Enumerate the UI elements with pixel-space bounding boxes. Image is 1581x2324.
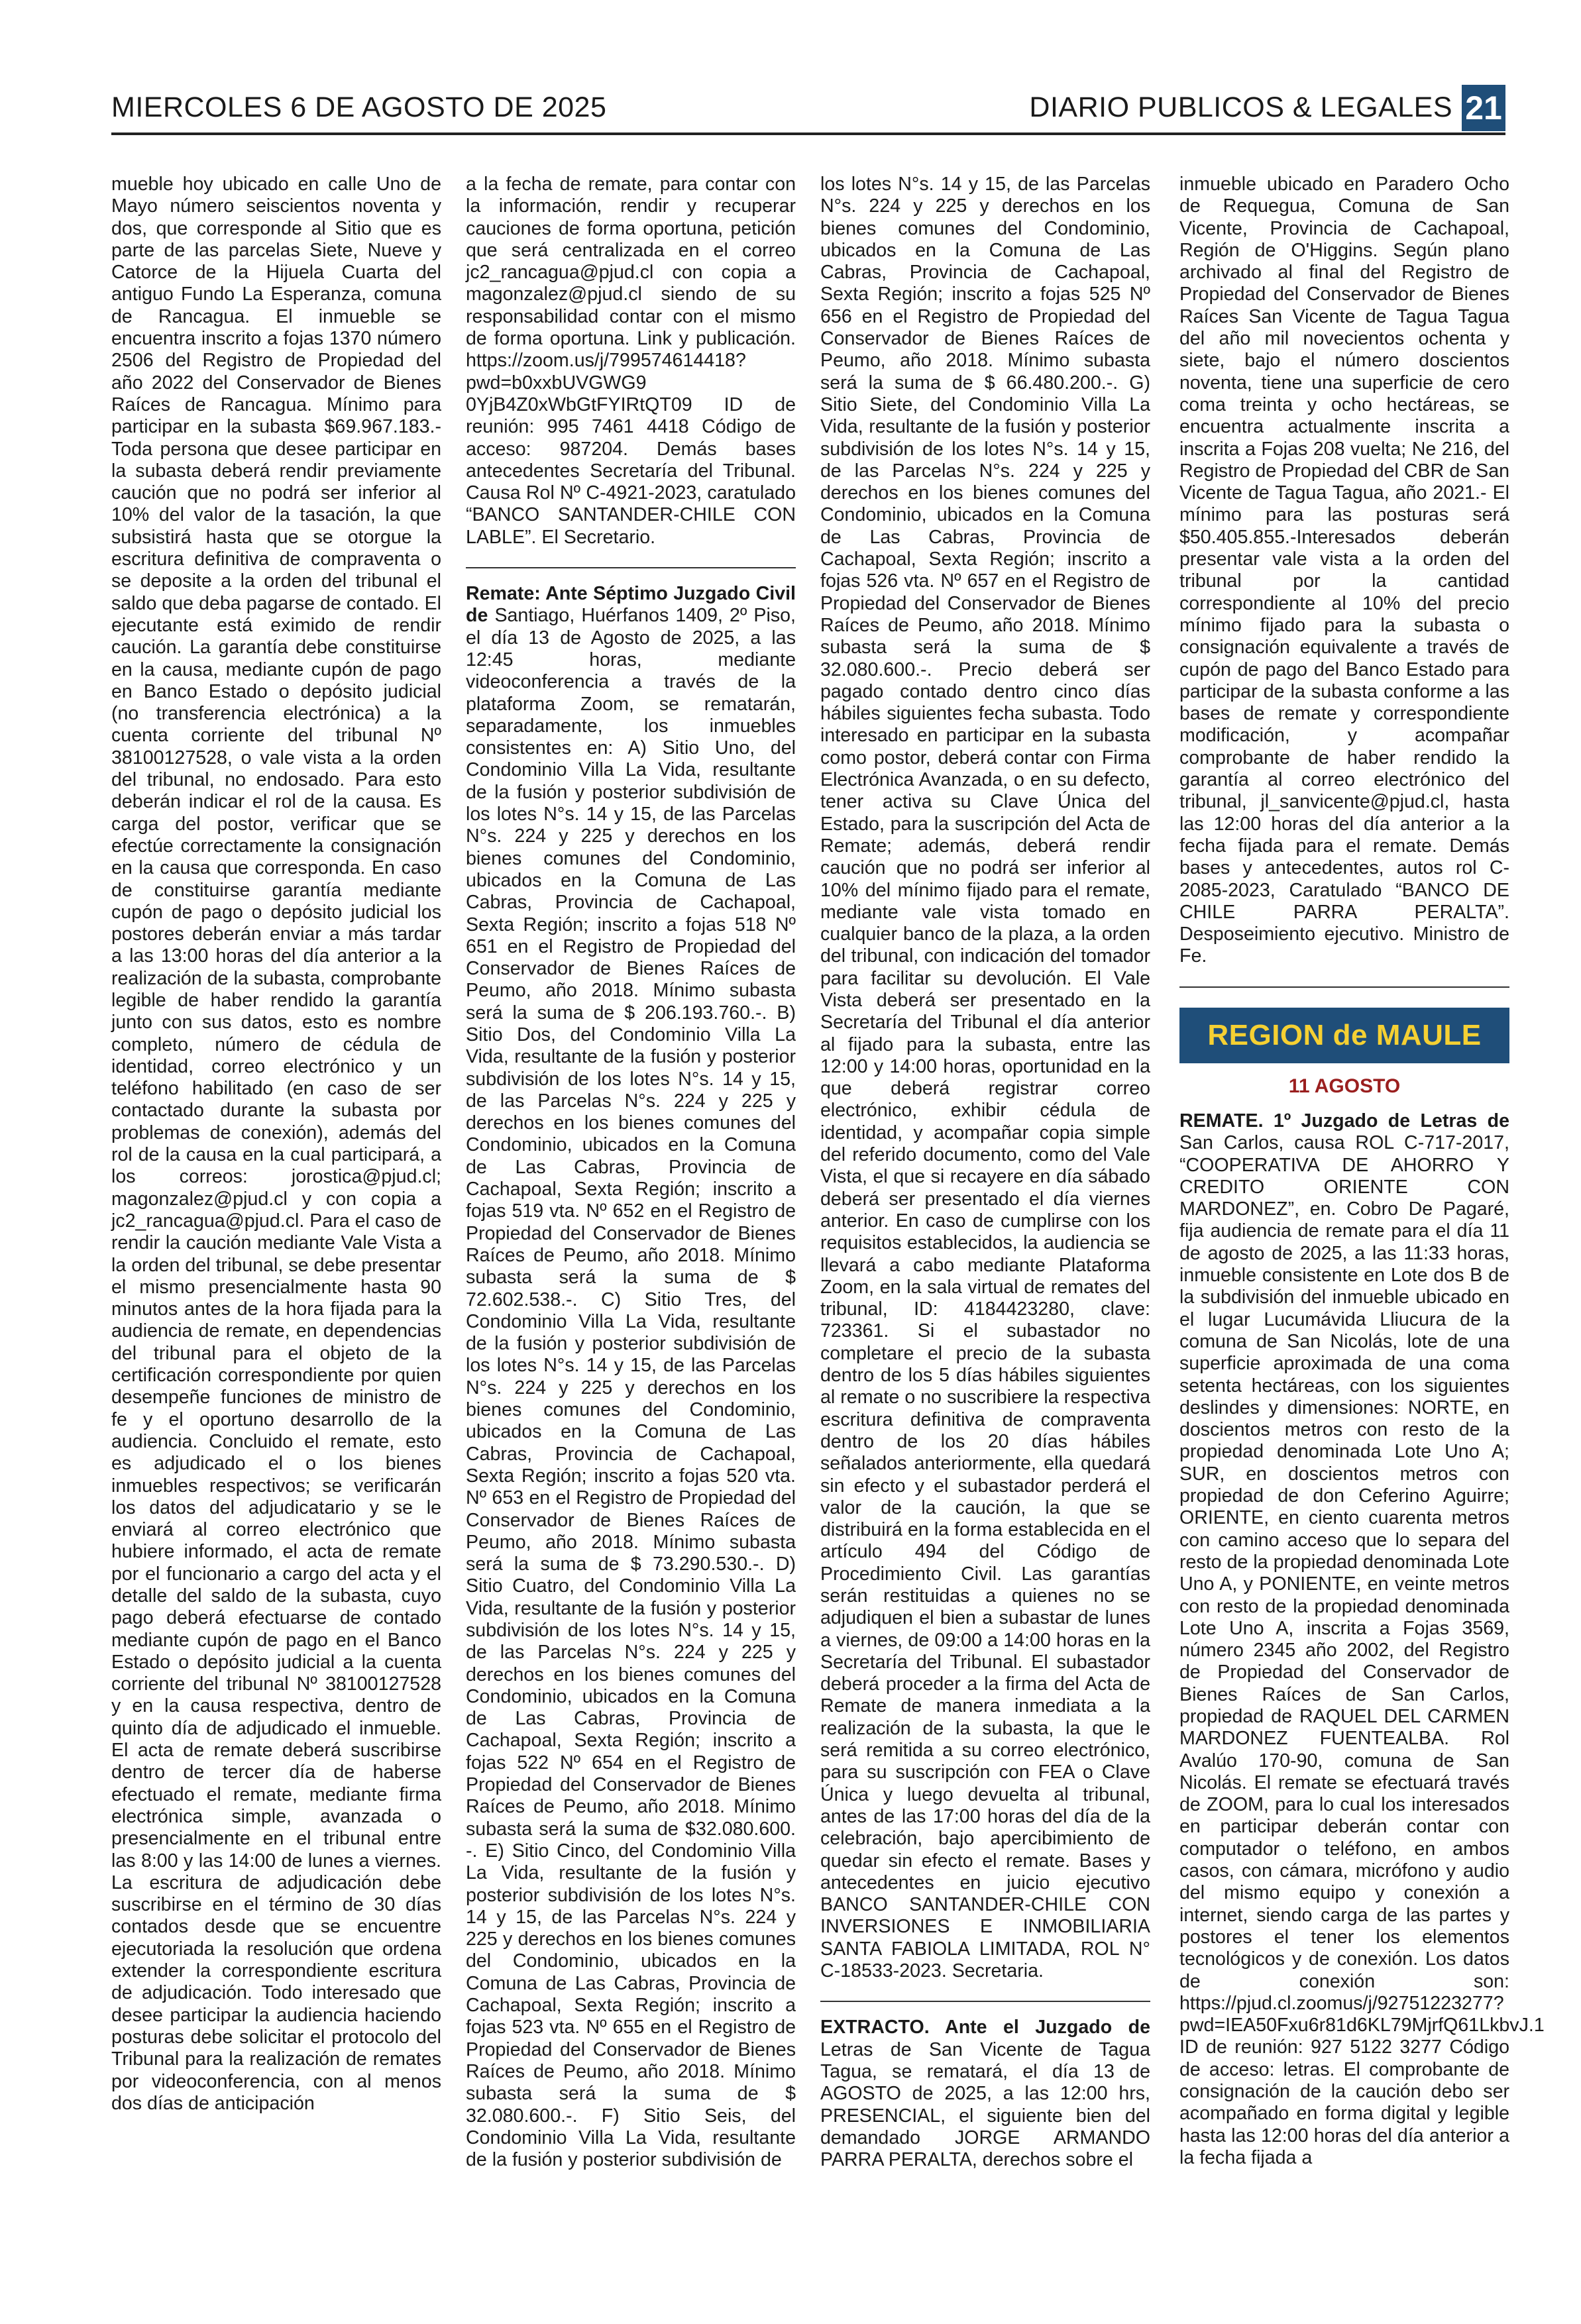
notice-continuation: mueble hoy ubicado en calle Uno de Mayo número seiscientos noventa y dos, que corresponde al Sitio que es parte de las parcelas Siete, Nueve y Catorce de la Hijuela Cuarta del antiguo Fundo La Esperanza, comuna de Rancagua. El inmueble se encuentra inscrito a fojas 1370 número 2506 del Registro de Propiedad del año 2022 del Conservador de Bienes Raíces de Rancagua. Mínimo para participar en la subasta $69.967.183.- Toda persona que desee participar en la subasta deberá rendir previamente caución que no podrá ser inferior al 10% del valor de la tasación, la que subsistirá hasta que se otorgue la escritura definitiva de compraventa o se deposite a la orden del tribunal el saldo que deba pagarse de contado. El ejecutante está eximido de rendir caución. La garantía debe constituirse en la causa, mediante cupón de pago en Banco Estado o depósito judicial (no transferencia electrónica) a la cuenta corriente del tribunal Nº 38100127528, o vale vista a la orden del tribunal, no endosado. Para esto deberán indicar el rol de la causa. Es carga del postor, verificar que se efectúe correctamente la consignación en la causa que corresponda. En caso de constituirse garantía mediante cupón de pago o depósito judicial los postores deberán enviar a más tardar a las 13:00 horas del día anterior a la realización de la subasta, comprobante legible de haber rendido la garantía junto con sus datos, esto es nombre completo, número de cédula de identidad, correo electrónico y un teléfono habilitado (en caso de ser contactado durante la subasta por problemas de conexión), además del rol de la causa en la cual participará, a los correos: jorostica@pjud.cl; magonzalez@pjud.cl y con copia a jc2_rancagua@pjud.cl. Para el caso de rendir la caución mediante Vale Vista a la orden del tribunal, se debe presentar el mismo presencialmente hasta 90 minutos antes de la hora fijada para la audiencia de remate, en dependencias del tribunal para el objeto de la certificación correspondiente por quien desempeñe funciones de ministro de fe y el oportuno desarrollo de la audiencia. Concluido el remate, esto es adjudicado el o los bienes inmuebles respectivos; se verificarán los datos del adjudicatario y se le enviará al correo electrónico que hubiere informado, el acta de remate por el funcionario a cargo del acta y el detalle del saldo de la subasta, cuyo pago deberá efectuarse de contado mediante cupón de pago en el Banco Estado o depósito judicial a la cuenta corriente del tribunal Nº 38100127528 y en la causa respectiva, dentro de quinto día de adjudicado el inmueble. El acta de remate deberá suscribirse dentro de tercer día de haberse efectuado el remate, mediante firma electrónica simple, avanzada o presencialmente en el tribunal entre las 8:00 y las 14:00 de lunes a viernes. La escritura de adjudicación debe suscribirse en el término de 30 días contados desde que se encuentre ejecutoriada la resolución que ordena extender la correspondiente escritura de adjudicación. Todo interesado que desee participar la audiencia haciendo posturas debe solicitar el protocolo del Tribunal para la realización de remates por videoconferencia, con al menos dos días de anticipación	[111, 174, 441, 2114]
notice-divider	[466, 567, 796, 568]
notice-lead: EXTRACTO. Ante el Juzgado de	[820, 2017, 1150, 2038]
section-date-label: 11 AGOSTO	[1288, 1075, 1401, 1097]
notice-continuation: inmueble ubicado en Paradero Ocho de Requegua, Comuna de San Vicente, Provincia de Cachapoal, Región de O'Higgins. Según plano archivado al final del Registro de Propiedad del Conservador de Bienes Raíces San Vicente de Tagua Tagua del año mil novecientos ochenta y siete, bajo el número doscientos noventa, tiene una superficie de cero coma treinta y ocho hectáreas, se encuentra actualmente inscrita a inscrita a Fojas 208 vuelta; Ne 216, del Registro de Propiedad del CBR de San Vicente de Tagua Tagua, año 2021.- El mínimo para las posturas será $50.405.855.-Interesados deberán presentar vale vista a la orden del tribunal por la cantidad correspondiente al 10% del precio mínimo fijado para la subasta o consignación equivalente a través de cupón de pago del Banco Estado para participar de la subasta conforme a las bases de remate y correspondiente modificación, y acompañar comprobante de haber rendido la garantía al correo electrónico del tribunal, jl_sanvicente@pjud.cl, hasta las 12:00 horas del día anterior a la fecha fijada para el remate. Demás bases y antecedentes, autos rol C-2085-2023, Caratulado “BANCO DE CHILE PARRA PERALTA”. Desposeimiento ejecutivo. Ministro de Fe.	[1179, 174, 1509, 967]
notice-divider	[1179, 986, 1509, 988]
notice-divider	[820, 2001, 1150, 2002]
notice-continuation: a la fecha de remate, para contar con la información, rendir y recuperar cauciones de forma oportuna, petición que será centralizada en el correo jc2_rancagua@pjud.cl con copia a magonzalez@pjud.cl siendo de su responsabilidad contar con el mismo de forma oportuna. Link y publicación. https://zoom.us/j/799574614418?pwd=b0xxbUVGWG9 0YjB4Z0xWbGtFYIRtQT09 ID de reunión: 995 7461 4418 Código de acceso: 987204. Demás bases antecedentes Secretaría del Tribunal. Causa Rol Nº C-4921-2023, caratulado “BANCO SANTANDER-CHILE CON LABLE”. El Secretario.	[466, 174, 796, 548]
notice-lead: Remate: Ante Séptimo Juzgado Civil de	[466, 583, 796, 627]
issue-date: MIERCOLES 6 DE AGOSTO DE 2025	[111, 91, 607, 123]
notice-body: Santiago, Huérfanos 1409, 2º Piso, el día 13 de Agosto de 2025, a las 12:45 horas, mediante videoconferencia a través de la plataforma Zoom, se rematarán, separadamente, los inmuebles consistentes en: A) Sitio Uno, del Condominio Villa La Vida, resultante de la fusión y posterior subdivisión de los lotes N°s. 14 y 15, de las Parcelas N°s. 224 y 225 y derechos en los bienes comunes del Condominio, ubicados en la Comuna de Las Cabras, Provincia de Cachapoal, Sexta Región; inscrito a fojas 518 Nº 651 en el Registro de Propiedad del Conservador de Bienes Raíces de Peumo, año 2018. Mínimo subasta será la suma de $ 206.193.760.-. B) Sitio Dos, del Condominio Villa La Vida, resultante de la fusión y posterior subdivisión de los lotes N°s. 14 y 15, de las Parcelas N°s. 224 y 225 y derechos en los bienes comunes del Condominio, ubicados en la Comuna de Las Cabras, Provincia de Cachapoal, Sexta Región; inscrito a fojas 519 vta. Nº 652 en el Registro de Propiedad del Conservador de Bienes Raíces de Peumo, año 2018. Mínimo subasta será la suma de $ 72.602.538.-. C) Sitio Tres, del Condominio Villa La Vida, resultante de la fusión y posterior subdivisión de los lotes N°s. 14 y 15, de las Parcelas N°s. 224 y 225 y derechos en los bienes comunes del Condominio, ubicados en la Comuna de Las Cabras, Provincia de Cachapoal, Sexta Región; inscrito a fojas 520 vta. Nº 653 en el Registro de Propiedad del Conservador de Bienes Raíces de Peumo, año 2018. Mínimo subasta será la suma de $ 73.290.530.-. D) Sitio Cuatro, del Condominio Villa La Vida, resultante de la fusión y posterior subdivisión de los lotes N°s. 14 y 15, de las Parcelas N°s. 224 y 225 y derechos en los bienes comunes del Condominio, ubicados en la Comuna de Las Cabras, Provincia de Cachapoal, Sexta Región; inscrito a fojas 522 Nº 654 en el Registro de Propiedad del Conservador de Bienes Raíces de Peumo, año 2018. Mínimo subasta será la suma de $32.080.600. -. E) Sitio Cinco, del Condominio Villa La Vida, resultante de la fusión y posterior subdivisión de los lotes N°s. 14 y 15, de las Parcelas N°s. 224 y 225 y derechos en los bienes comunes del Condominio, ubicados en la Comuna de Las Cabras, Provincia de Cachapoal, Sexta Región; inscrito a fojas 523 vta. Nº 655 en el Registro de Propiedad del Conservador de Bienes Raíces de Peumo, año 2018. Mínimo subasta será la suma de $ 32.080.600.-. F) Sitio Seis, del Condominio Villa La Vida, resultante de la fusión y posterior subdivisión de	[466, 605, 796, 2171]
notice-body: Letras de San Vicente de Tagua Tagua, se rematará, el día 13 de AGOSTO de 2025, a las 12:00 hrs, PRESENCIAL, el siguiente bien del demandado JORGE ARMANDO PARRA PERALTA, derechos sobre el	[820, 2038, 1150, 2171]
publication-name: DIARIO PUBLICOS & LEGALES	[1029, 91, 1452, 123]
notice-extracto	[820, 2017, 1150, 2171]
page-header	[111, 85, 1505, 135]
column-3	[820, 174, 1150, 2171]
column-2	[466, 174, 796, 2171]
column-4	[1179, 174, 1545, 2169]
notice-body: San Carlos, causa ROL C-717-2017, “COOPERATIVA DE AHORRO Y CREDITO ORIENTE CON MARDONEZ”, en. Cobro De Pagaré, fija audiencia de remate para el día 11 de agosto de 2025, a las 11:33 horas, inmueble consistente en Lote dos B de la subdivisión del inmueble ubicado en el lugar Lucumávida Lliucura de la comuna de San Nicolás, lote de una superficie aproximada de una coma setenta hectáreas, con los siguientes deslindes y dimensiones: NORTE, en doscientos metros con resto de la propiedad denominada Lote Uno A; SUR, en doscientos metros con propiedad de don Ceferino Aguirre; ORIENTE, en ciento cuarenta metros con camino acceso que lo separa del resto de la propiedad denominada Lote Uno A, y PONIENTE, en veinte metros con resto de la propiedad denominada Lote Uno A, inscrita a Fojas 3569, número 2345 año 2002, del Registro de Propiedad del Conservador de Bienes Raíces de San Carlos, propiedad de RAQUEL DEL CARMEN MARDONEZ FUENTEALBA. Rol Avalúo 170-90, comuna de San Nicolás. El remate se efectuará través de ZOOM, para lo cual los interesados en participar deberán contar con computador o teléfono, en ambos casos, con cámara, micrófono y audio del mismo equipo y conexión a internet, siendo carga de las partes y postores el tener los elementos tecnológicos y de conexión. Los datos de conexión son: https://pjud.cl.zoomus/j/92751223277?pwd=IEA50Fxu6r81d6KL79MjrfQ61LkbvJ.1 ID de reunión: 927 5122 3277 Código de acceso: letras. El comprobante de consignación de la caución debo ser acompañado en forma digital y legible hasta las 12:00 horas del día anterior a la fecha fijada a	[1179, 1132, 1545, 2168]
notice-lead: REMATE. 1º Juzgado de Letras de	[1179, 1110, 1509, 1132]
notice-remate-septimo-juzgado	[466, 583, 796, 2171]
notice-continuation: los lotes N°s. 14 y 15, de las Parcelas N°s. 224 y 225 y derechos en los bienes comunes del Condominio, ubicados en la Comuna de Las Cabras, Provincia de Cachapoal, Sexta Región; inscrito a fojas 525 Nº 656 en el Registro de Propiedad del Conservador de Bienes Raíces de Peumo, año 2018. Mínimo subasta será la suma de $ 66.480.200.-. G) Sitio Siete, del Condominio Villa La Vida, resultante de la fusión y posterior subdivisión de los lotes N°s. 14 y 15, de las Parcelas N°s. 224 y 225 y derechos en los bienes comunes del Condominio, ubicados en la Comuna de Las Cabras, Provincia de Cachapoal, Sexta Región; inscrito a fojas 526 vta. Nº 657 en el Registro de Propiedad del Conservador de Bienes Raíces de Peumo, año 2018. Mínimo subasta será la suma de $ 32.080.600.-. Precio deberá ser pagado contado dentro cinco días hábiles siguientes fecha subasta. Todo interesado en participar en la subasta como postor, deberá contar con Firma Electrónica Avanzada, o en su defecto, tener activa su Clave Única del Estado, para la suscripción del Acta de Remate; además, deberá rendir caución que no podrá ser inferior al 10% del mínimo fijado para el remate, mediante vale vista tomado en cualquier banco de la plaza, a la orden del tribunal, con indicación del tomador para facilitar su devolución. El Vale Vista deberá ser presentado en la Secretaría del Tribunal el día anterior al fijado para la subasta, entre las 12:00 y 14:00 horas, oportunidad en la que deberá registrar correo electrónico, exhibir cédula de identidad, y acompañar copia simple del referido documento, como del Vale Vista, el que si recayere en día sábado deberá ser presentado el día viernes anterior. En caso de cumplirse con los requisitos establecidos, la audiencia se llevará a cabo mediante Plataforma Zoom, en la sala virtual de remates del tribunal, ID: 4184423280, clave: 723361. Si el subastador no completare el precio de la subasta dentro de los 5 días hábiles siguientes al remate o no suscribiere la respectiva escritura definitiva de compraventa dentro de los 20 días hábiles señalados anteriormente, ella quedará sin efecto y el subastador perderá el valor de la caución, la que se distribuirá en la forma establecida en el artículo 494 del Código de Procedimiento Civil. Las garantías serán restituidas a quienes no se adjudiquen el bien a subastar de lunes a viernes, de 09:00 a 14:00 horas en la Secretaría del Tribunal. El subastador deberá proceder a la firma del Acta de Remate de manera inmediata a la realización de la subasta, la que le será remitida a su correo electrónico, para su suscripción con FEA o Clave Única y luego devuelta al tribunal, antes de las 17:00 horas del día de la celebración, bajo apercibimiento de quedar sin efecto el remate. Bases y antecedentes en juicio ejecutivo BANCO SANTANDER-CHILE CON INVERSIONES E INMOBILIARIA SANTA FABIOLA LIMITADA, ROL N° C-18533-2023. Secretaria.	[820, 174, 1150, 1982]
page-number-badge: 21	[1462, 85, 1505, 131]
notice-remate-san-carlos	[1179, 1110, 1545, 2169]
region-banner: REGION de MAULE	[1179, 1008, 1509, 1063]
column-1	[111, 174, 441, 2115]
